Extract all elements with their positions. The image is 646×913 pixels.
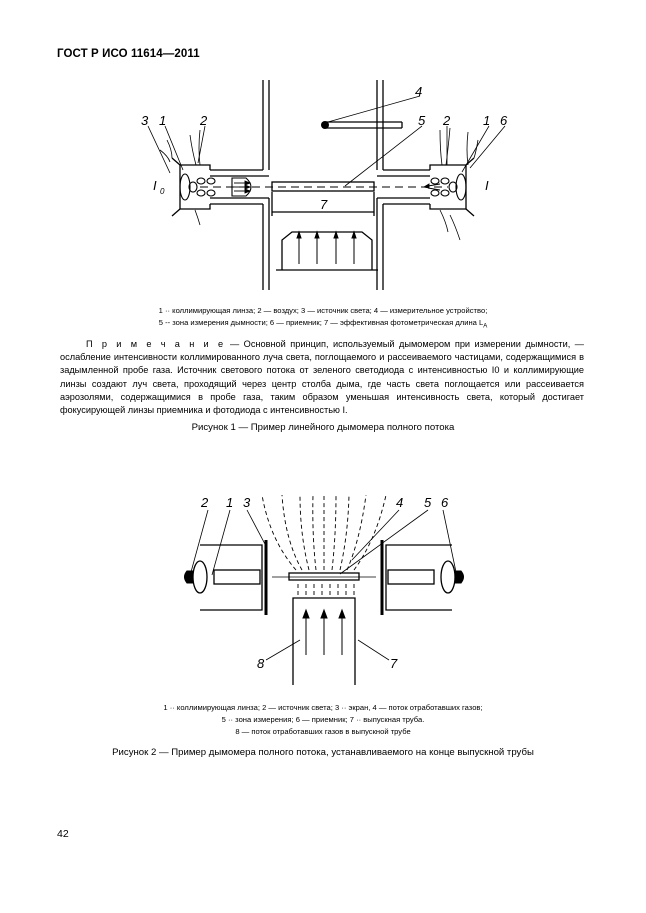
- figure-2-legend-line-1: 1 ·· коллимирующая линза; 2 — источник света; 3 ·· экран, 4 — поток отработавших газов;: [163, 703, 483, 712]
- figure-2-legend: [60, 702, 586, 738]
- fig1-label-4: 4: [415, 84, 423, 99]
- figure-2-legend-line-3: 8 — поток отработавших газов в выпускной трубе: [235, 727, 411, 736]
- fig2-label-4: 4: [396, 495, 404, 510]
- fig2-label-1: 1: [226, 495, 234, 510]
- fig2-label-2: 2: [201, 495, 209, 510]
- fig2-label-5: 5: [424, 495, 432, 510]
- fig1-label-2b: 2: [443, 113, 451, 128]
- figure-1-legend-line-1: 1 ·· коллимирующая линза; 2 — воздух; 3 — источник света; 4 — измерительное устройство;: [158, 306, 488, 315]
- fig1-label-6: 6: [500, 113, 508, 128]
- figure-1-legend-line-2: 5 -- зона измерения дымности; 6 — приемник; 7 — эффективная фотометрическая длина $L_A$: [158, 318, 488, 330]
- fig2-label-3: 3: [243, 495, 251, 510]
- fig1-label-3: 3: [141, 113, 149, 128]
- fig2-label-7: 7: [390, 656, 398, 671]
- fig2-label-8: 8: [257, 656, 265, 671]
- fig1-label-i: I: [485, 178, 489, 193]
- figure-1-title: Рисунок 1 — Пример линейного дымомера полного потока: [191, 422, 455, 433]
- fig1-label-i0-sub: 0: [160, 187, 165, 196]
- fig1-label-1: 1: [159, 113, 167, 128]
- figure-2-legend-line-2: 5 ·· зона измерения; 6 — приемник; 7 ·· выпускная труба.: [221, 715, 425, 724]
- fig1-label-i0: I: [153, 178, 157, 193]
- page-number: 42: [57, 828, 69, 840]
- note-body: — Основной принцип, используемый дымомером при измерении дымности, — ослабление интенсивности коллимированного луча света, поглощаемого и рассеиваемого частицами, содержащимися в задымленной пробе газа. Источник светового потока от зеленого светодиода с интенсивностью I0 и коллимирующие линзы создают луч света, проходящий через центр столба дыма, где часть света поглощается или рассеивается аэрозолями, содержащимися в пробе газа, таким образом уменьшая интенсивность света, который достигает фокусирующей линзы приемника и фотодиода с интенсивностью I.: [60, 339, 584, 416]
- fig1-label-7: 7: [320, 197, 328, 212]
- fig2-label-6: 6: [441, 495, 449, 510]
- fig1-label-2: 2: [200, 113, 208, 128]
- figure-2-title: Рисунок 2 — Пример дымомера полного потока, устанавливаемого на конце выпускной трубы: [112, 747, 534, 758]
- fig1-label-1b: 1: [483, 113, 491, 128]
- note-lead: П р и м е ч а н и е: [86, 339, 226, 349]
- fig1-label-5: 5: [418, 113, 426, 128]
- document-header: ГОСТ Р ИСО 11614—2011: [57, 48, 200, 60]
